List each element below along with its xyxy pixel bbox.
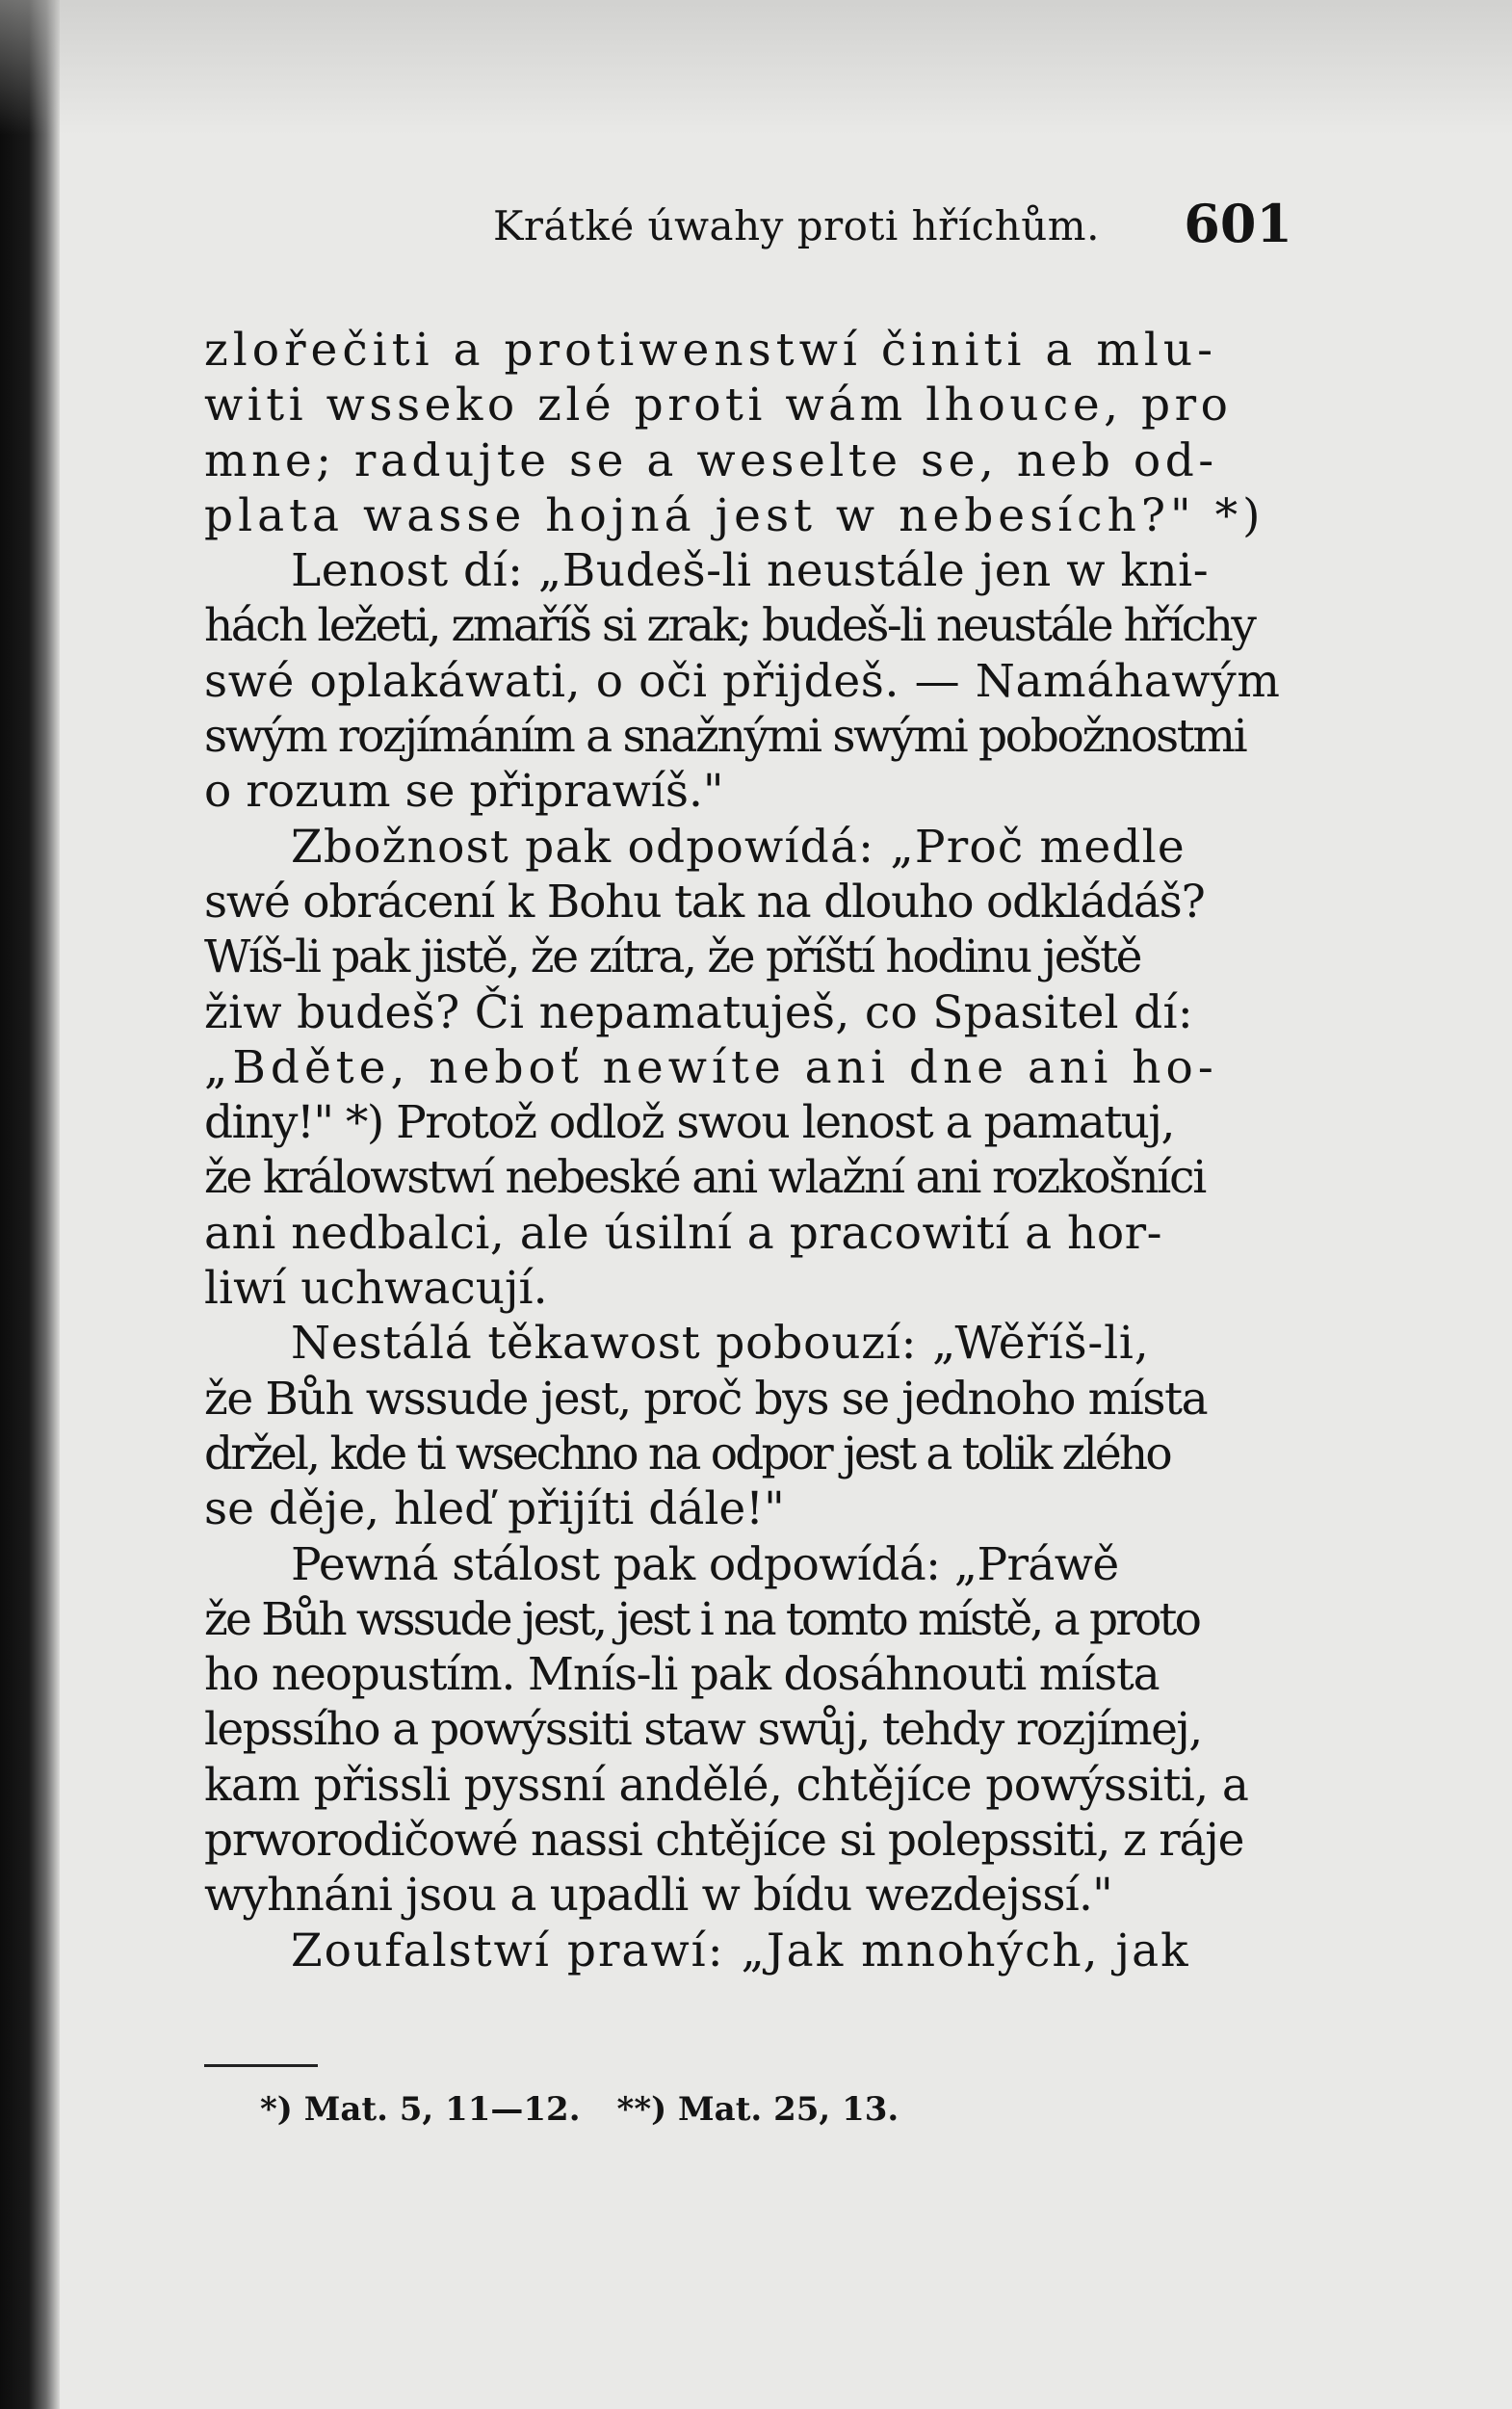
- text-line: že Bůh wssude jest, proč bys se jednoho místa: [204, 1372, 1208, 1426]
- text-line: Zbožnost pak odpowídá: „Proč medle: [291, 820, 1186, 874]
- text-line: se děje, hleď přijíti dále!": [204, 1482, 785, 1536]
- text-line: swým rozjímáním a snažnými swými pobožnostmi: [204, 710, 1246, 764]
- text-line: swé oplakáwati, o oči přijdeš. — Namáhawým: [204, 654, 1281, 708]
- body-text: [204, 323, 1292, 1978]
- text-line: Pewná stálost pak odpowídá: „Práwě: [291, 1537, 1119, 1591]
- text-line: wyhnáni jsou a upadli w bídu wezdejssí.": [204, 1869, 1112, 1923]
- book-spine-shadow: [0, 0, 60, 2409]
- text-line: lepssího a powýssiti staw swůj, tehdy rozjímej,: [204, 1703, 1202, 1757]
- text-line: prworodičowé nassi chtějíce si polepssiti, z ráje: [204, 1814, 1244, 1868]
- text-line: zlořečiti a protiwenstwí činiti a mlu-: [204, 324, 1218, 377]
- text-line: diny!" *) Protož odlož swou lenost a pamatuj,: [204, 1096, 1174, 1150]
- text-line: držel, kde ti wsechno na odpor jest a tolik zlého: [204, 1427, 1170, 1480]
- text-line: ani nedbalci, ale úsilní a pracowití a hor-: [204, 1206, 1162, 1260]
- text-line: mne; radujte se a weselte se, neb od-: [204, 433, 1218, 487]
- text-line: witi wsseko zlé proti wám lhouce, pro: [204, 379, 1233, 432]
- text-line: o rozum se připrawíš.": [204, 765, 724, 819]
- text-line: žiw budeš? Či nepamatuješ, co Spasitel dí:: [204, 985, 1193, 1039]
- page-top-shading: [0, 0, 1512, 135]
- text-line: Zoufalstwí prawí: „Jak mnohých, jak: [291, 1924, 1190, 1977]
- text-line: „Bděte, neboť newíte ani dne ani ho-: [204, 1040, 1218, 1094]
- text-line: že Bůh wssude jest, jest i na tomto místě, a proto: [204, 1592, 1200, 1646]
- page-number: 601: [1184, 193, 1292, 254]
- footnote-rule: [204, 2064, 318, 2067]
- text-line: kam přissli pyssní andělé, chtějíce powýssiti, a: [204, 1758, 1249, 1812]
- running-head: Krátké úwahy proti hříchům.: [493, 202, 1100, 249]
- footnotes: [260, 2090, 899, 2129]
- text-line: plata wasse hojná jest w nebesích?" *): [204, 488, 1265, 542]
- text-line: Lenost dí: „Budeš-li neustále jen w kni-: [291, 544, 1210, 598]
- footnote-1: *) Mat. 5, 11—12.: [260, 2090, 581, 2129]
- text-line: Nestálá těkawost pobouzí: „Wěříš-li,: [291, 1317, 1150, 1371]
- text-line: že králowstwí nebeské ani wlažní ani rozkošníci: [204, 1151, 1206, 1205]
- footnote-2: **) Mat. 25, 13.: [616, 2090, 899, 2129]
- text-line: hách ležeti, zmaříš si zrak; budeš-li neustále hříchy: [204, 599, 1255, 653]
- text-line: liwí uchwacují.: [204, 1262, 548, 1316]
- page-header: [204, 193, 1292, 260]
- text-line: Wíš-li pak jistě, že zítra, že příští hodinu ještě: [204, 930, 1141, 984]
- text-line: swé obrácení k Bohu tak na dlouho odkládáš?: [204, 875, 1205, 929]
- text-line: ho neopustím. Mnís-li pak dosáhnouti místa: [204, 1648, 1160, 1702]
